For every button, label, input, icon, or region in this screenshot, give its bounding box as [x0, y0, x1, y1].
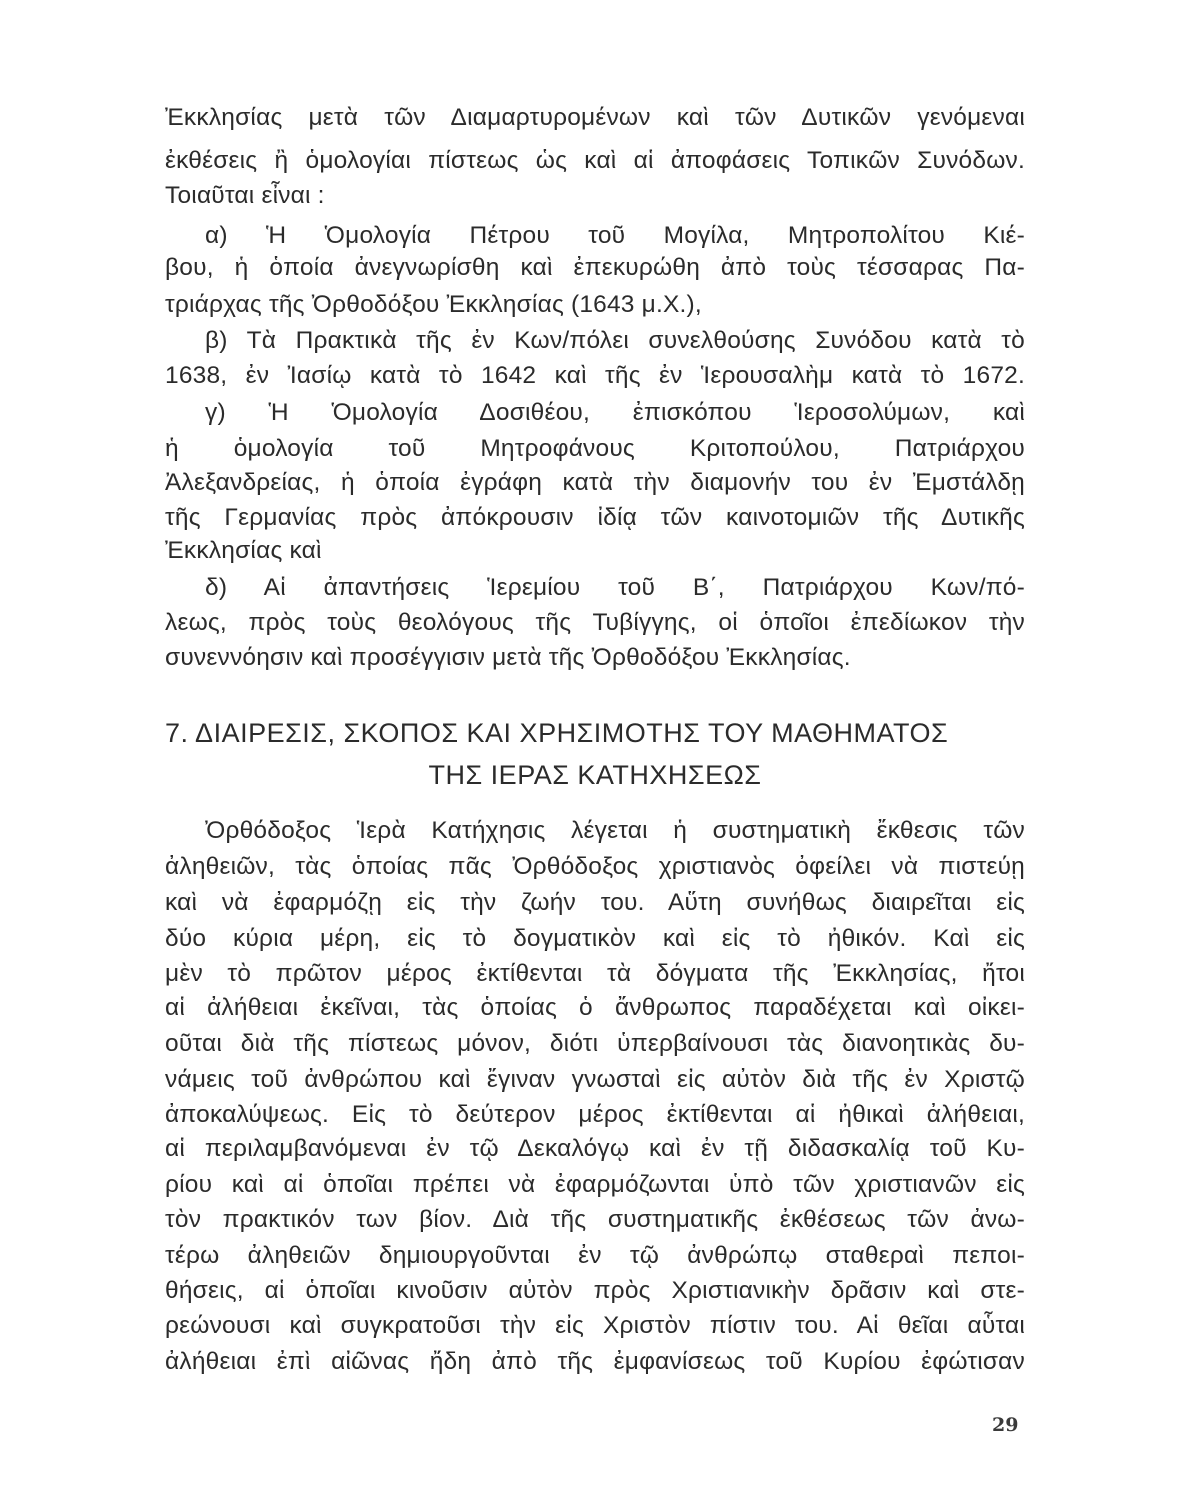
text-line: λεως, πρὸς τοὺς θεολόγους τῆς Τυβίγγης, οἱ ὁποῖοι ἐπεδίωκον τὴν: [165, 609, 1025, 636]
text-line: θήσεις, αἱ ὁποῖαι κινοῦσιν αὐτὸν πρὸς Χριστιανικὴν δρᾶσιν καὶ στε-: [165, 1277, 1025, 1304]
text-line: Τοιαῦται εἶναι :: [165, 182, 325, 209]
text-line: τὸν πρακτικόν των βίον. Διὰ τῆς συστηματικῆς ἐκθέσεως τῶν ἀνω-: [165, 1206, 1025, 1233]
text-line: ρίου καὶ αἱ ὁποῖαι πρέπει νὰ ἐφαρμόζωνται ὑπὸ τῶν χριστιανῶν εἰς: [165, 1171, 1025, 1198]
section-heading: 7. ΔΙΑΙΡΕΣΙΣ, ΣΚΟΠΟΣ ΚΑΙ ΧΡΗΣΙΜΟΤΗΣ ΤΟΥ ΜΑΘΗΜΑΤΟΣ: [165, 718, 949, 748]
text-line: α) Ἡ Ὁμολογία Πέτρου τοῦ Μογίλα, Μητροπολίτου Κιέ-: [205, 222, 1025, 249]
text-line: ἡ ὁμολογία τοῦ Μητροφάνους Κριτοπούλου, Πατριάρχου: [165, 435, 1025, 462]
text-line: Ἀλεξανδρείας, ἡ ὁποία ἐγράφη κατὰ τὴν διαμονήν του ἐν Ἐμστάλδῃ: [165, 469, 1025, 496]
text-line: συνεννόησιν καὶ προσέγγισιν μετὰ τῆς Ὀρθοδόξου Ἐκκλησίας.: [165, 644, 851, 671]
text-line: αἱ περιλαμβανόμεναι ἐν τῷ Δεκαλόγῳ καὶ ἐν τῇ διδασκαλίᾳ τοῦ Κυ-: [165, 1135, 1025, 1162]
text-line: τῆς Γερμανίας πρὸς ἀπόκρουσιν ἰδίᾳ τῶν καινοτομιῶν τῆς Δυτικῆς: [165, 504, 1025, 531]
text-line: γ) Ἡ Ὁμολογία Δοσιθέου, ἐπισκόπου Ἱεροσολύμων, καὶ: [205, 399, 1025, 426]
text-line: ἀλήθειαι ἐπὶ αἰῶνας ἤδη ἀπὸ τῆς ἐμφανίσεως τοῦ Κυρίου ἐφώτισαν: [165, 1348, 1025, 1375]
text-line: τέρω ἀληθειῶν δημιουργοῦνται ἐν τῷ ἀνθρώπῳ σταθεραὶ πεποι-: [165, 1242, 1025, 1269]
text-line: καὶ νὰ ἐφαρμόζῃ εἰς τὴν ζωήν του. Αὕτη συνήθως διαιρεῖται εἰς: [165, 889, 1025, 916]
text-line: ἐκθέσεις ἢ ὁμολογίαι πίστεως ὡς καὶ αἱ ἀποφάσεις Τοπικῶν Συνόδων.: [165, 147, 1025, 174]
section-heading-subtitle: ΤΗΣ ΙΕΡΑΣ ΚΑΤΗΧΗΣΕΩΣ: [428, 760, 762, 790]
text-line: ἀληθειῶν, τὰς ὁποίας πᾶς Ὀρθόδοξος χριστιανὸς ὀφείλει νὰ πιστεύῃ: [165, 853, 1025, 880]
text-line: δύο κύρια μέρη, εἰς τὸ δογματικὸν καὶ εἰς τὸ ἠθικόν. Καὶ εἰς: [165, 925, 1025, 952]
text-line: δ) Αἱ ἀπαντήσεις Ἱερεμίου τοῦ Β΄, Πατριάρχου Κων/πό-: [205, 574, 1025, 601]
text-line: Ἐκκλησίας καὶ: [165, 537, 322, 564]
text-line: τριάρχας τῆς Ὀρθοδόξου Ἐκκλησίας (1643 μ.Χ.),: [165, 291, 702, 318]
text-line: ρεώνουσι καὶ συγκρατοῦσι τὴν εἰς Χριστὸν πίστιν του. Αἱ θεῖαι αὗται: [165, 1312, 1025, 1339]
text-line: Ἐκκλησίας μετὰ τῶν Διαμαρτυρομένων καὶ τῶν Δυτικῶν γενόμεναι: [165, 104, 1025, 131]
text-line: ἀποκαλύψεως. Εἰς τὸ δεύτερον μέρος ἐκτίθενται αἱ ἠθικαὶ ἀλήθειαι,: [165, 1101, 1025, 1128]
text-line: Ὀρθόδοξος Ἱερὰ Κατήχησις λέγεται ἡ συστηματικὴ ἔκθεσις τῶν: [205, 817, 1025, 844]
text-line: 1638, ἐν Ἰασίῳ κατὰ τὸ 1642 καὶ τῆς ἐν Ἱερουσαλὴμ κατὰ τὸ 1672.: [165, 362, 1025, 389]
text-line: νάμεις τοῦ ἀνθρώπου καὶ ἔγιναν γνωσταὶ εἰς αὐτὸν διὰ τῆς ἐν Χριστῷ: [165, 1066, 1025, 1093]
text-line: μὲν τὸ πρῶτον μέρος ἐκτίθενται τὰ δόγματα τῆς Ἐκκλησίας, ἤτοι: [165, 960, 1025, 987]
text-line: αἱ ἀλήθειαι ἐκεῖναι, τὰς ὁποίας ὁ ἄνθρωπος παραδέχεται καὶ οἰκει-: [165, 994, 1025, 1021]
text-line: βου, ἡ ὁποία ἀνεγνωρίσθη καὶ ἐπεκυρώθη ἀπὸ τοὺς τέσσαρας Πα-: [165, 254, 1025, 281]
page-number: 29: [992, 1414, 1019, 1436]
text-line: β) Τὰ Πρακτικὰ τῆς ἐν Κων/πόλει συνελθούσης Συνόδου κατὰ τὸ: [205, 327, 1025, 354]
text-line: οῦται διὰ τῆς πίστεως μόνον, διότι ὑπερβαίνουσι τὰς διανοητικὰς δυ-: [165, 1030, 1025, 1057]
